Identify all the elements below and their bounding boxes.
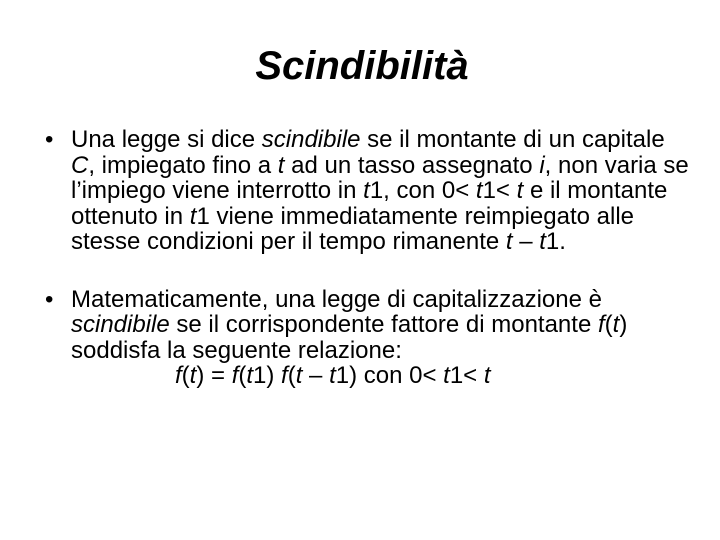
- bullet-text: Una legge si dice scindibile se il montante di un capitale C, impiegato fino a t ad un tasso assegnato i, non varia se l’impiego viene interrotto in t1, con 0< t1< t e il montante ottenuto in t1 viene immediatamente reimpiegato alle stesse condizioni per il tempo rimanente t – t1.: [71, 126, 689, 255]
- slide-title: Scindibilità: [255, 44, 469, 88]
- bullet-text: Matematicamente, una legge di capitalizzazione è scindibile se il corrispondente fattore di montante f(t) soddisfa la seguente relazione:: [71, 285, 628, 364]
- bullet-item-scindibile-definition: [45, 127, 695, 255]
- formula: f(t) = f(t1) f(t – t1) con 0< t1< t: [175, 362, 491, 389]
- bullet-marker: •: [45, 285, 54, 313]
- bullet-item-mathematical-condition: [45, 287, 695, 389]
- bullet-list: [45, 127, 695, 389]
- bullet-marker: •: [45, 126, 54, 153]
